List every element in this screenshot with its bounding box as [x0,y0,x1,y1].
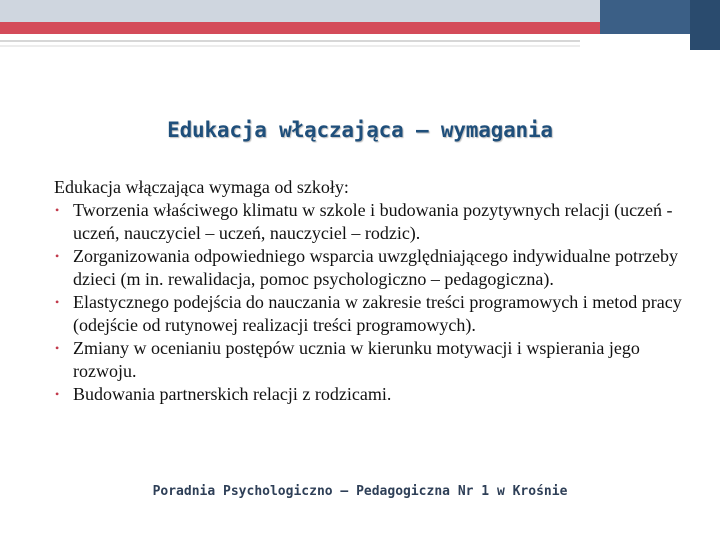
list-item-text: Budowania partnerskich relacji z rodzicami. [73,384,392,404]
header-band-corner-dark [690,0,720,50]
list-item [54,337,694,383]
slide-body [54,176,694,406]
header-divider-secondary [0,45,580,47]
list-item-text: Tworzenia właściwego klimatu w szkole i budowania pozytywnych relacji (uczeń - uczeń, nauczyciel – uczeń, nauczyciel – rodzic). [73,200,673,243]
list-item-text: Elastycznego podejścia do nauczania w zakresie treści programowych i metod pracy (odejście od rutynowej realizacji treści programowych). [73,292,682,335]
list-item [54,291,694,337]
bullet-icon: • [55,203,60,217]
list-item [54,245,694,291]
list-item-text: Zorganizowania odpowiedniego wsparcia uwzględniającego indywidualne potrzeby dzieci (m in. rewalidacja, pomoc psychologiczno – pedagogiczna). [73,246,678,289]
bullet-icon: • [55,341,60,355]
bullet-list [54,199,694,406]
header-divider [0,40,580,42]
list-item [54,383,694,406]
intro-text: Edukacja włączająca wymaga od szkoły: [54,177,349,197]
bullet-icon: • [55,295,60,309]
bullet-icon: • [55,387,60,401]
slide-title: Edukacja włączająca – wymagania [167,118,553,142]
list-item [54,199,694,245]
slide-footer: Poradnia Psychologiczno – Pedagogiczna Nr 1 w Krośnie [152,484,568,499]
bullet-icon: • [55,249,60,263]
list-item-text: Zmiany w ocenianiu postępów ucznia w kierunku motywacji i wspierania jego rozwoju. [73,338,640,381]
